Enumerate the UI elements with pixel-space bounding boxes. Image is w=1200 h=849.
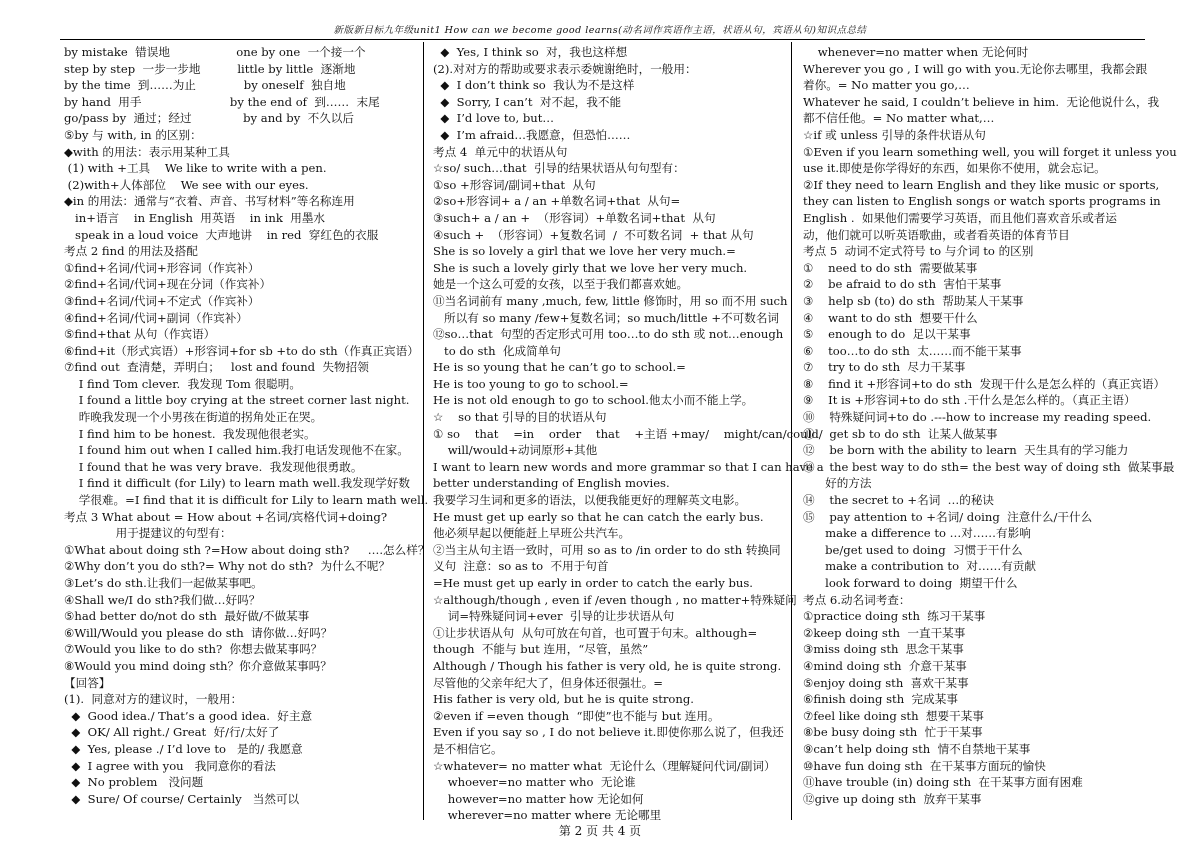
text-line: Wherever you go , I will go with you.无论你去哪里，我都会跟: [803, 61, 1148, 76]
text-line: ⑥find+it（形式宾语）+形容词+for sb +to do sth（作真正宾语）: [64, 343, 419, 358]
text-line: ⑦find out 查清楚，弄明白； lost and found 失物招领: [64, 360, 369, 375]
text-line: 所以有 so many /few+复数名词；so much/little +不可数名词: [433, 310, 780, 325]
column-right: [803, 44, 1177, 814]
text-line: be/get used to doing 习惯于干什么: [803, 542, 1023, 557]
text-line: 我要学习生词和更多的语法，以便我能更好的理解英文电影。: [433, 493, 747, 508]
text-line: wherever=no matter where 无论哪里: [433, 808, 662, 823]
text-line: 用于提建议的句型有：: [64, 526, 232, 541]
text-line: ⑧ find it +形容词+to do sth 发现干什么是怎么样的（真正宾语）: [803, 376, 1166, 391]
text-line: ①What about doing sth ?=How about doing sth? ….怎么样？: [64, 542, 430, 557]
text-line: ⑩ 特殊疑问词+to do .---how to increase my reading speed.: [803, 410, 1152, 425]
text-line: ◆in 的用法：通常与“衣着、声音、书写材料”等名称连用: [64, 194, 355, 209]
text-line: ⑤find+that 从句（作宾语）: [64, 327, 216, 342]
text-line: 学很难。=I find that it is difficult for Lily to learn math well.: [64, 493, 429, 508]
text-line: 考点 6.动名词考查：: [803, 592, 911, 607]
text-line: I find him to be honest. 我发现他很老实。: [64, 426, 316, 441]
text-line: ◆ OK/ All right./ Great 好/行/太好了: [64, 725, 280, 740]
text-line: ② be afraid to do sth 害怕干某事: [803, 277, 1002, 292]
text-line: ①so +形容词/副词+that 从句: [433, 177, 596, 192]
text-line: ⑦Would you like to do sth? 你想去做某事吗？: [64, 642, 323, 657]
text-line: ⑤ enough to do 足以干某事: [803, 327, 971, 342]
text-line: ◆ I’d love to, but…: [433, 111, 554, 126]
text-line: =He must get up early in order to catch the early bus.: [433, 576, 753, 590]
text-line: ◆with 的用法：表示用某种工具: [64, 144, 230, 159]
text-line: ①find+名词/代词+形容词（作宾补）: [64, 260, 260, 275]
text-line: Whatever he said, I couldn’t believe in him. 无论他说什么，我: [803, 94, 1160, 109]
text-line: by the time 到……为止 by oneself 独自地: [64, 78, 346, 93]
text-line: 考点 5 动词不定式符号 to 与介词 to 的区别: [803, 244, 1034, 259]
text-line: ⑨ It is +形容词+to do sth .干什么是怎么样的。（真正主语）: [803, 393, 1136, 408]
text-line: they can listen to English songs or watch sports programs in: [803, 194, 1161, 209]
text-line: ◆ I’m afraid…我愿意，但恐怕……: [433, 127, 631, 142]
text-line: ②Why don’t you do sth?= Why not do sth? 为什么不呢？: [64, 559, 391, 574]
text-line: go/pass by 通过；经过 by and by 不久以后: [64, 111, 354, 126]
text-line: ⑫ be born with the ability to learn 天生具有的学习能力: [803, 443, 1129, 458]
text-line: ◆ No problem 没问题: [64, 775, 204, 790]
text-line: however=no matter how 无论如何: [433, 791, 644, 806]
text-line: 动，他们就可以听英语歌曲，或者看英语的体育节目: [803, 227, 1070, 242]
text-line: 考点 2 find 的用法及搭配: [64, 244, 198, 259]
text-line: make a contribution to 对……有贡献: [803, 559, 1036, 574]
text-line: make a difference to …对……有影响: [803, 526, 1031, 541]
text-line: ①practice doing sth 练习干某事: [803, 609, 986, 624]
text-line: ① need to do sth 需要做某事: [803, 260, 978, 275]
text-line: I find Tom clever. 我发现 Tom 很聪明。: [64, 376, 301, 391]
text-line: ◆ Yes, please ./ I’d love to 是的/ 我愿意: [64, 741, 303, 756]
text-line: ①Even if you learn something well, you will forget it unless you: [803, 144, 1177, 159]
text-line: He must get up early so that he can catch the early bus.: [433, 509, 764, 524]
text-line: ②so+形容词+ a / an +单数名词+that 从句=: [433, 194, 681, 209]
text-line: ☆whatever= no matter what 无论什么（理解疑问代词/副词）: [433, 758, 776, 773]
text-line: ⑥finish doing sth 完成某事: [803, 692, 958, 707]
text-line: (2).对对方的帮助或要求表示委婉谢绝时，一般用：: [433, 61, 697, 76]
text-line: ◆ I don’t think so 我认为不是这样: [433, 78, 635, 93]
text-line: ⑤by 与 with, in 的区别：: [64, 127, 202, 142]
text-line: ⑥Will/Would you please do sth 请你做…好吗？: [64, 625, 333, 640]
text-line: 好的方法: [803, 476, 872, 491]
column-left: [64, 44, 430, 814]
text-line: will/would+动词原形+其他: [433, 443, 598, 458]
text-line: in+语言 in English 用英语 in ink 用墨水: [64, 210, 326, 225]
text-line: (2)with+人体部位 We see with our eyes.: [64, 177, 309, 192]
text-line: She is such a lovely girly that we love her very much.: [433, 260, 748, 275]
text-line: ☆ so that 引导的目的状语从句: [433, 410, 607, 425]
text-line: ☆so/ such…that 引导的结果状语从句句型有：: [433, 161, 685, 176]
text-line: ◆ I agree with you 我同意你的看法: [64, 758, 276, 773]
header-rule: [60, 39, 1145, 40]
text-line: He is too young to go to school.=: [433, 376, 629, 391]
text-line: ②keep doing sth 一直干某事: [803, 625, 966, 640]
text-line: 他必须早起以便能赶上早班公共汽车。: [433, 526, 631, 541]
text-line: I find it difficult (for Lily) to learn math well.我发现学好数: [64, 476, 411, 491]
text-line: use it.即使是你学得好的东西，如果你不使用，就会忘记。: [803, 161, 1106, 176]
text-line: I found a little boy crying at the street corner last night.: [64, 393, 410, 408]
text-line: ⑤had better do/not do sth 最好做/不做某事: [64, 609, 310, 624]
text-line: ⑥ too…to do sth 太……而不能干某事: [803, 343, 1022, 358]
text-line: ⑭ the secret to +名词 …的秘诀: [803, 493, 995, 508]
text-line: I found that he was very brave. 我发现他很勇敢。: [64, 459, 363, 474]
page-header: 新版新目标九年级unit1 How can we become good learns(动名词作宾语作主语，状语从句，宾语从句)知识点总结: [333, 25, 867, 36]
text-line: ⑩have fun doing sth 在干某事方面玩的愉快: [803, 758, 1046, 773]
text-line: His father is very old, but he is quite strong.: [433, 692, 694, 707]
text-line: I found him out when I called him.我打电话发现他不在家。: [64, 443, 409, 458]
text-line: (1) with +工具 We like to write with a pen.: [64, 161, 327, 176]
text-line: by hand 用手 by the end of 到…… 末尾: [64, 94, 380, 109]
text-line: 【回答】: [64, 675, 111, 690]
column-divider: [423, 42, 424, 820]
text-line: ◆ Sure/ Of course/ Certainly 当然可以: [64, 791, 300, 806]
text-line: step by step 一步一步地 little by little 逐渐地: [64, 61, 356, 76]
text-line: ⑪当名词前有 many ,much, few, little 修饰时，用 so 而不用 such: [433, 293, 788, 308]
text-line: 尽管他的父亲年纪大了，但身体还很强壮。=: [433, 675, 663, 690]
text-line: ④such + （形容词）+复数名词 / 不可数名词 + that 从句: [433, 227, 754, 242]
page-number: 第 2 页 共 4 页: [558, 824, 642, 838]
text-line: ③such+ a / an + （形容词）+单数名词+that 从句: [433, 210, 716, 225]
text-line: ☆if 或 unless 引导的条件状语从句: [803, 127, 986, 142]
text-line: Although / Though his father is very old, he is quite strong.: [433, 658, 782, 673]
text-line: better understanding of English movies.: [433, 476, 670, 491]
text-line: ⑤enjoy doing sth 喜欢干某事: [803, 675, 969, 690]
text-line: 词=特殊疑问词+ever 引导的让步状语从句: [433, 609, 675, 624]
text-line: ⑪have trouble (in) doing sth 在干某事方面有困难: [803, 775, 1083, 790]
text-line: to do sth 化成简单句: [433, 343, 561, 358]
text-line: 考点 4 单元中的状语从句: [433, 144, 568, 159]
text-line: He is so young that he can’t go to school.=: [433, 360, 686, 375]
text-line: ④mind doing sth 介意干某事: [803, 658, 967, 673]
text-line: ⑨can’t help doing sth 情不自禁地干某事: [803, 741, 1031, 756]
text-line: I want to learn new words and more grammar so that I can have a: [433, 459, 824, 474]
text-line: ④Shall we/I do sth?我们做…好吗？: [64, 592, 261, 607]
text-line: ②find+名词/代词+现在分词（作宾补）: [64, 277, 272, 292]
text-line: ③find+名词/代词+不定式（作宾补）: [64, 293, 260, 308]
text-line: ②当主从句主语一致时，可用 so as to /in order to do sth 转换同: [433, 542, 781, 557]
text-line: ⑧be busy doing sth 忙于干某事: [803, 725, 983, 740]
text-line: 她是一个这么可爱的女孩，以至于我们都喜欢她。: [433, 277, 689, 292]
text-line: ⑫so…that 句型的否定形式可用 too…to do sth 或 not…enough: [433, 327, 784, 342]
text-line: English . 如果他们需要学习英语，而且他们喜欢音乐或者运: [803, 210, 1117, 225]
text-line: ◆ Yes, I think so 对，我也这样想: [433, 45, 628, 59]
text-line: He is not old enough to go to school.他太小而不能上学。: [433, 393, 754, 408]
text-line: 都不信任他。= No matter what,…: [803, 111, 995, 126]
text-line: ④find+名词/代词+副词（作宾补）: [64, 310, 248, 325]
text-line: ☆although/though , even if /even though , no matter+特殊疑问: [433, 592, 797, 607]
text-line: look forward to doing 期望干什么: [803, 576, 1018, 590]
text-line: ⑫give up doing sth 放弃干某事: [803, 791, 982, 806]
text-line: 是不相信它。: [433, 741, 503, 756]
text-line: ◆ Sorry, I can’t 对不起，我不能: [433, 94, 622, 109]
text-line: (1). 同意对方的建议时，一般用：: [64, 692, 243, 707]
text-line: speak in a loud voice 大声地讲 in red 穿红色的衣服: [64, 227, 379, 242]
text-line: whoever=no matter who 无论谁: [433, 775, 636, 790]
text-line: She is so lovely a girl that we love her very much.=: [433, 244, 736, 259]
text-line: ⑦ try to do sth 尽力干某事: [803, 360, 966, 375]
text-line: whenever=no matter when 无论何时: [803, 45, 1029, 59]
text-line: 着你。= No matter you go,…: [803, 78, 970, 93]
text-line: ③miss doing sth 思念干某事: [803, 642, 964, 657]
text-line: ①让步状语从句 从句可放在句首，也可置于句末。although=: [433, 625, 758, 640]
text-line: ⑬ the best way to do sth= the best way of doing sth 做某事最: [803, 459, 1175, 474]
text-line: ◆ Good idea./ That’s a good idea. 好主意: [64, 708, 313, 723]
text-line: ⑮ pay attention to +名词/ doing 注意什么/干什么: [803, 509, 1093, 524]
text-line: ⑪ get sb to do sth 让某人做某事: [803, 426, 998, 441]
text-line: ① so that =in order that +主语 +may/ might/can/could/: [433, 426, 823, 441]
text-line: ③Let’s do sth.让我们一起做某事吧。: [64, 576, 263, 590]
text-line: ④ want to do sth 想要干什么: [803, 310, 978, 325]
text-line: Even if you say so , I do not believe it.即使你那么说了，但我还: [433, 725, 784, 740]
text-line: ②If they need to learn English and they like music or sports,: [803, 177, 1160, 192]
text-line: ⑦feel like doing sth 想要干某事: [803, 708, 984, 723]
column-middle: [433, 44, 824, 823]
text-line: though 不能与 but 连用，“尽管，虽然”: [433, 642, 649, 657]
text-line: ⑧Would you mind doing sth？你介意做某事吗？: [64, 658, 332, 673]
text-line: by mistake 错误地 one by one 一个接一个: [64, 45, 366, 59]
text-line: ③ help sb (to) do sth 帮助某人干某事: [803, 293, 1024, 308]
text-line: ②even if =even though “即使”也不能与 but 连用。: [433, 708, 720, 723]
text-line: 考点 3 What about = How about +名词/宾格代词+doing?: [64, 509, 388, 524]
text-line: 昨晚我发现一个小男孩在街道的拐角处正在哭。: [64, 410, 323, 425]
text-line: 义句 注意：so as to 不用于句首: [433, 559, 609, 574]
